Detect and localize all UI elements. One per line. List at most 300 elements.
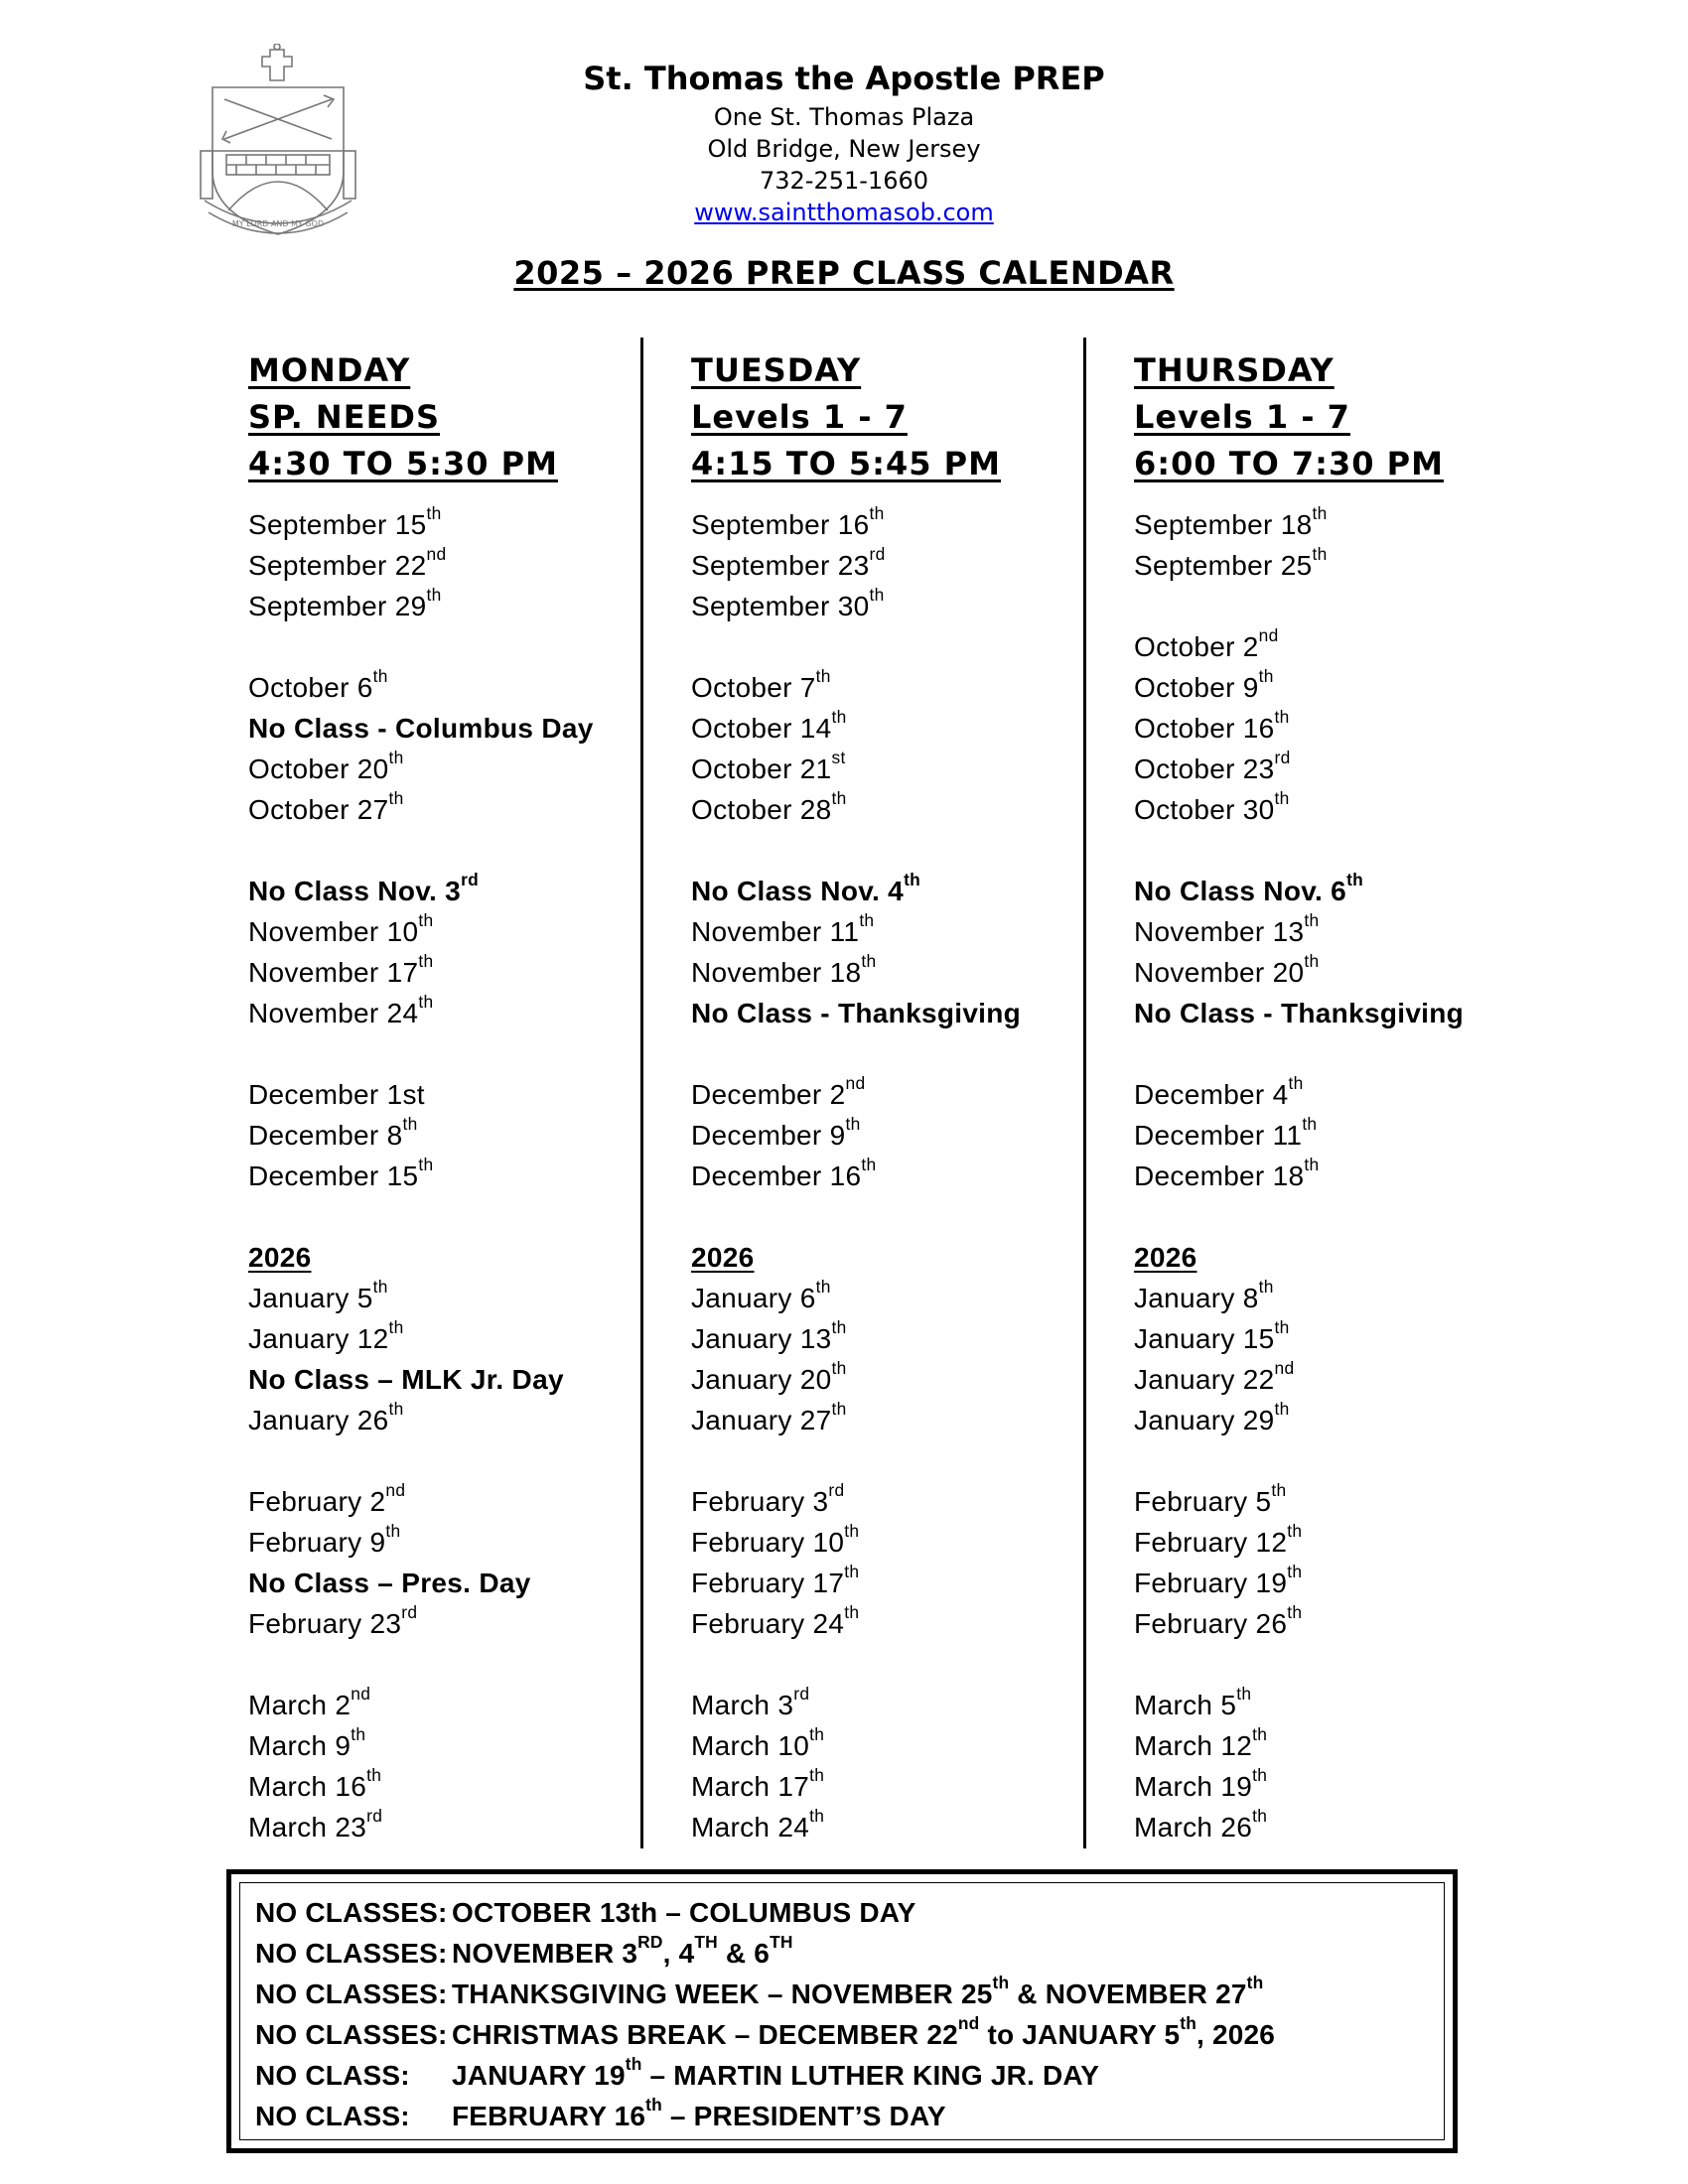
ordinal-suffix: th [418,992,434,1013]
ordinal-suffix: th [418,1155,434,1175]
ordinal-suffix: th [859,910,875,931]
column-group: Levels 1 - 7 [1134,398,1350,436]
date-text: October 23 [1134,753,1275,784]
class-date [1134,1278,1464,1318]
date-text: February 24 [691,1608,845,1639]
spacer [691,1033,1021,1074]
date-text: January 12 [248,1323,389,1354]
date-text: September 29 [248,591,427,621]
date-text: October 28 [691,794,832,825]
no-class-detail: , 4 [662,1938,695,1969]
date-text: September 16 [691,509,870,540]
class-date [248,1115,594,1156]
no-class-detail: FEBRUARY 16 [452,2101,646,2131]
date-text: November 11 [691,916,860,947]
date-text: March 19 [1134,1771,1253,1802]
no-class-label: NO CLASSES: [255,1897,448,1928]
date-text: September 30 [691,591,870,621]
class-date [248,1603,594,1644]
ordinal-suffix: th [845,1114,861,1135]
class-date [248,1725,594,1766]
ordinal-suffix: th [1287,1521,1303,1542]
date-text: October 20 [248,753,389,784]
ordinal-suffix: th [1258,666,1274,687]
ordinal-suffix: th [1346,870,1364,890]
class-date [248,1318,594,1359]
class-date [248,1481,594,1522]
no-class-detail: , 2026 [1196,2019,1276,2050]
column-day: TUESDAY [691,351,862,389]
class-date [248,504,594,545]
no-class-detail: CHRISTMAS BREAK – DECEMBER 22 [452,2019,958,2050]
ordinal-suffix: th [1287,1602,1303,1623]
class-date [1134,1807,1464,1847]
ordinal-suffix: th [815,666,831,687]
date-text: March 16 [248,1771,367,1802]
spacer [691,626,1021,667]
no-class-entry [1134,871,1464,911]
date-text: February 12 [1134,1527,1288,1558]
year-heading [691,1237,1021,1278]
class-date [248,993,594,1033]
column-time: 4:15 TO 5:45 PM [691,445,1001,482]
no-class-detail: to JANUARY 5 [979,2019,1181,2050]
class-date [1134,1318,1464,1359]
date-text: December 4 [1134,1079,1289,1110]
ordinal-suffix: nd [1274,1358,1295,1379]
class-date [691,952,1021,993]
ordinal-suffix: th [388,1317,404,1338]
class-date [691,789,1021,830]
class-date [691,545,1021,586]
no-class-detail: & NOVEMBER 27 [1009,1979,1247,2009]
ordinal-suffix: nd [426,544,447,565]
date-text: March 17 [691,1771,810,1802]
date-text: October 21 [691,753,832,784]
ordinal-suffix: th [831,788,847,809]
ordinal-suffix: th [815,1277,831,1297]
date-text: January 5 [248,1283,373,1313]
ordinal-suffix: th [1304,951,1320,972]
no-class-row [255,2014,1275,2055]
date-text: December 2 [691,1079,846,1110]
date-text: November 13 [1134,916,1305,947]
class-date [691,1603,1021,1644]
date-text: February 17 [691,1568,845,1598]
date-text: January 15 [1134,1323,1275,1354]
ordinal-suffix: th [418,910,434,931]
ordinal-suffix: th [831,1399,847,1420]
date-text: March 3 [691,1690,794,1720]
ordinal-suffix: th [809,1724,825,1745]
ordinal-suffix: th [418,951,434,972]
class-date [691,1522,1021,1563]
date-text: February 23 [248,1608,402,1639]
date-text: February 2 [248,1486,386,1517]
ordinal-suffix: th [426,585,442,606]
class-date [691,1115,1021,1156]
class-date [691,586,1021,626]
column-divider [640,338,643,1848]
address-line-2: Old Bridge, New Jersey [707,135,981,163]
date-text: No Class - Thanksgiving [1134,998,1465,1028]
class-date [1134,667,1464,708]
year-heading [1134,1237,1464,1278]
ordinal-suffix: th [904,870,921,890]
ordinal-suffix: rd [793,1684,810,1705]
class-date [1134,1400,1464,1440]
date-text: January 20 [691,1364,832,1395]
ordinal-suffix: th [1288,1073,1304,1094]
no-class-entry [248,1359,594,1400]
class-date [691,1278,1021,1318]
class-date [1134,749,1464,789]
date-list [248,504,594,1847]
column-divider [1083,338,1086,1848]
school-name: St. Thomas the Apostle PREP [583,60,1105,97]
class-date [691,504,1021,545]
column-time: 4:30 TO 5:30 PM [248,445,558,482]
ordinal-suffix: th [1304,1155,1320,1175]
ordinal-suffix: th [1252,1765,1268,1786]
ordinal-suffix: th [809,1806,825,1827]
ordinal-suffix: th [1304,910,1320,931]
no-class-label: NO CLASS: [255,2060,410,2091]
ordinal-suffix: th [831,1358,847,1379]
date-text: 2026 [691,1242,755,1273]
date-text: March 26 [1134,1812,1253,1843]
ordinal-suffix: th [809,1765,825,1786]
ordinal-suffix: th [1302,1114,1318,1135]
no-classes-list [255,1892,1275,2136]
ordinal-suffix: th [831,707,847,728]
no-class-detail: – PRESIDENT’S DAY [661,2101,946,2131]
date-text: No Class - Columbus Day [248,713,594,744]
class-date [248,1400,594,1440]
date-text: December 18 [1134,1160,1305,1191]
ordinal-suffix: rd [366,1806,383,1827]
ordinal-suffix: rd [461,870,480,890]
ordinal-suffix: TH [770,1932,793,1953]
date-text: February 9 [248,1527,386,1558]
no-class-row [255,2096,1275,2136]
ordinal-suffix: th [1271,1480,1287,1501]
no-class-row [255,1933,1275,1974]
class-date [1134,545,1464,586]
monday-column [248,347,665,1843]
class-date [248,667,594,708]
column-group: SP. NEEDS [248,398,441,436]
date-text: March 2 [248,1690,352,1720]
date-text: September 25 [1134,550,1313,581]
class-date [1134,1563,1464,1603]
address-line-1: One St. Thomas Plaza [713,103,975,131]
no-class-entry [691,993,1021,1033]
date-text: November 18 [691,957,862,988]
ordinal-suffix: rd [828,1480,845,1501]
spacer [248,1033,594,1074]
ordinal-suffix: rd [869,544,886,565]
date-list [1134,504,1464,1847]
ordinal-suffix: th [861,951,877,972]
parish-seal-logo [195,44,368,242]
ordinal-suffix: th [1274,707,1290,728]
ordinal-suffix: th [426,503,442,524]
column-day: THURSDAY [1134,351,1335,389]
ordinal-suffix: nd [351,1684,371,1705]
date-text: October 30 [1134,794,1275,825]
ordinal-suffix: th [861,1155,877,1175]
ordinal-suffix: th [372,666,388,687]
ordinal-suffix: nd [845,1073,866,1094]
year-heading [248,1237,594,1278]
spacer [691,1644,1021,1685]
ordinal-suffix: th [1274,1399,1290,1420]
column-day: MONDAY [248,351,411,389]
spacer [248,1644,594,1685]
class-date [691,1685,1021,1725]
class-date [1134,1074,1464,1115]
no-class-detail: NOVEMBER 3 [452,1938,638,1969]
class-date [248,952,594,993]
class-date [691,1807,1021,1847]
ordinal-suffix: RD [637,1932,663,1953]
ordinal-suffix: th [402,1114,418,1135]
ordinal-suffix: th [351,1724,366,1745]
class-date [248,1278,594,1318]
date-text: January 6 [691,1283,816,1313]
class-date [1134,1725,1464,1766]
ordinal-suffix: nd [1258,625,1279,646]
ordinal-suffix: th [1180,2013,1197,2034]
class-date [248,749,594,789]
ordinal-suffix: th [1274,1317,1290,1338]
ordinal-suffix: th [1246,1973,1264,1993]
date-text: December 1st [248,1079,425,1110]
class-date [691,1400,1021,1440]
date-text: No Class – MLK Jr. Day [248,1364,564,1395]
ordinal-suffix: th [388,748,404,768]
ordinal-suffix: th [366,1765,382,1786]
date-text: September 23 [691,550,870,581]
class-date [691,1563,1021,1603]
ordinal-suffix: th [1287,1562,1303,1582]
class-date [248,545,594,586]
date-text: 2026 [1134,1242,1197,1273]
date-text: October 27 [248,794,389,825]
column-group: Levels 1 - 7 [691,398,908,436]
date-text: February 5 [1134,1486,1272,1517]
date-text: November 10 [248,916,419,947]
ordinal-suffix: th [831,1317,847,1338]
website-link[interactable]: www.saintthomasob.com [694,199,994,226]
class-date [691,911,1021,952]
ordinal-suffix: th [388,788,404,809]
date-text: No Class Nov. 4 [691,876,905,906]
ordinal-suffix: nd [385,1480,406,1501]
date-text: March 24 [691,1812,810,1843]
class-date [691,667,1021,708]
ordinal-suffix: th [645,2095,662,2116]
date-text: September 18 [1134,509,1313,540]
no-class-detail: JANUARY 19 [452,2060,626,2091]
date-text: December 11 [1134,1120,1303,1151]
date-text: October 6 [248,672,373,703]
ordinal-suffix: st [831,748,846,768]
phone-number: 732-251-1660 [759,167,928,195]
date-text: January 8 [1134,1283,1259,1313]
class-date [248,1522,594,1563]
spacer [248,626,594,667]
ordinal-suffix: th [1252,1806,1268,1827]
class-date [248,1074,594,1115]
spacer [1134,586,1464,626]
date-text: November 24 [248,998,419,1028]
spacer [248,1196,594,1237]
date-text: January 29 [1134,1405,1275,1435]
ordinal-suffix: rd [401,1602,418,1623]
class-date [1134,1115,1464,1156]
calendar-title: 2025 – 2026 PREP CLASS CALENDAR [513,254,1175,292]
ordinal-suffix: TH [694,1932,718,1953]
spacer [1134,1644,1464,1685]
date-text: October 2 [1134,631,1259,662]
date-text: November 17 [248,957,419,988]
class-date [248,586,594,626]
class-date [1134,708,1464,749]
date-text: October 9 [1134,672,1259,703]
class-date [1134,911,1464,952]
class-date [691,1074,1021,1115]
no-class-detail: – MARTIN LUTHER KING JR. DAY [641,2060,1100,2091]
ordinal-suffix: th [1274,788,1290,809]
no-class-entry [691,871,1021,911]
class-date [1134,1685,1464,1725]
no-class-label: NO CLASS: [255,2101,410,2131]
class-date [691,749,1021,789]
date-text: No Class – Pres. Day [248,1568,531,1598]
class-date [691,1156,1021,1196]
no-classes-box [226,1869,1458,2153]
date-text: January 22 [1134,1364,1275,1395]
date-text: December 8 [248,1120,403,1151]
class-date [1134,1359,1464,1400]
class-date [248,789,594,830]
date-text: February 26 [1134,1608,1288,1639]
date-text: September 22 [248,550,427,581]
date-text: February 3 [691,1486,829,1517]
date-text: January 13 [691,1323,832,1354]
class-date [248,1807,594,1847]
no-class-detail: OCTOBER 13th – COLUMBUS DAY [452,1897,916,1928]
ordinal-suffix: th [1258,1277,1274,1297]
spacer [691,1196,1021,1237]
ordinal-suffix: th [869,585,885,606]
ordinal-suffix: th [992,1973,1010,1993]
date-text: January 27 [691,1405,832,1435]
date-text: October 7 [691,672,816,703]
ordinal-suffix: th [869,503,885,524]
date-text: March 5 [1134,1690,1237,1720]
class-date [1134,1766,1464,1807]
thursday-column [1134,347,1551,1843]
spacer [691,830,1021,871]
ordinal-suffix: th [844,1562,860,1582]
date-text: December 9 [691,1120,846,1151]
date-text: March 23 [248,1812,367,1843]
class-date [248,1766,594,1807]
class-date [691,1481,1021,1522]
date-text: January 26 [248,1405,389,1435]
class-date [691,1318,1021,1359]
ordinal-suffix: th [1252,1724,1268,1745]
class-date [1134,504,1464,545]
date-text: September 15 [248,509,427,540]
date-text: February 19 [1134,1568,1288,1598]
spacer [1134,1440,1464,1481]
svg-text:MY LORD AND MY GOD: MY LORD AND MY GOD [231,219,325,228]
date-text: October 14 [691,713,832,744]
date-text: No Class Nov. 3 [248,876,462,906]
no-class-detail: & 6 [717,1938,771,1969]
class-date [691,1359,1021,1400]
no-class-entry [248,1563,594,1603]
class-date [248,1156,594,1196]
date-text: No Class Nov. 6 [1134,876,1347,906]
ordinal-suffix: th [388,1399,404,1420]
date-text: October 16 [1134,713,1275,744]
date-text: November 20 [1134,957,1305,988]
no-class-entry [248,708,594,749]
no-class-label: NO CLASSES: [255,1979,448,2009]
no-class-row [255,1974,1275,2014]
spacer [691,1440,1021,1481]
spacer [248,1440,594,1481]
no-class-detail: THANKSGIVING WEEK – NOVEMBER 25 [452,1979,993,2009]
no-class-entry [1134,993,1464,1033]
class-date [691,708,1021,749]
ordinal-suffix: th [385,1521,401,1542]
no-class-entry [248,871,594,911]
ordinal-suffix: th [625,2054,642,2075]
class-date [1134,1481,1464,1522]
ordinal-suffix: th [844,1521,860,1542]
ordinal-suffix: th [372,1277,388,1297]
class-date [691,1766,1021,1807]
spacer [248,830,594,871]
date-text: February 10 [691,1527,845,1558]
class-date [1134,626,1464,667]
ordinal-suffix: th [1236,1684,1252,1705]
spacer [1134,830,1464,871]
ordinal-suffix: nd [957,2013,980,2034]
class-date [1134,1522,1464,1563]
date-text: March 10 [691,1730,810,1761]
ordinal-suffix: rd [1274,748,1291,768]
no-class-label: NO CLASSES: [255,2019,448,2050]
date-text: December 16 [691,1160,862,1191]
class-date [1134,789,1464,830]
ordinal-suffix: th [1312,503,1328,524]
spacer [1134,1033,1464,1074]
no-class-row [255,1892,1275,1933]
date-list [691,504,1021,1847]
date-text: March 9 [248,1730,352,1761]
class-date [691,1725,1021,1766]
ordinal-suffix: th [844,1602,860,1623]
no-class-row [255,2055,1275,2096]
date-text: December 15 [248,1160,419,1191]
